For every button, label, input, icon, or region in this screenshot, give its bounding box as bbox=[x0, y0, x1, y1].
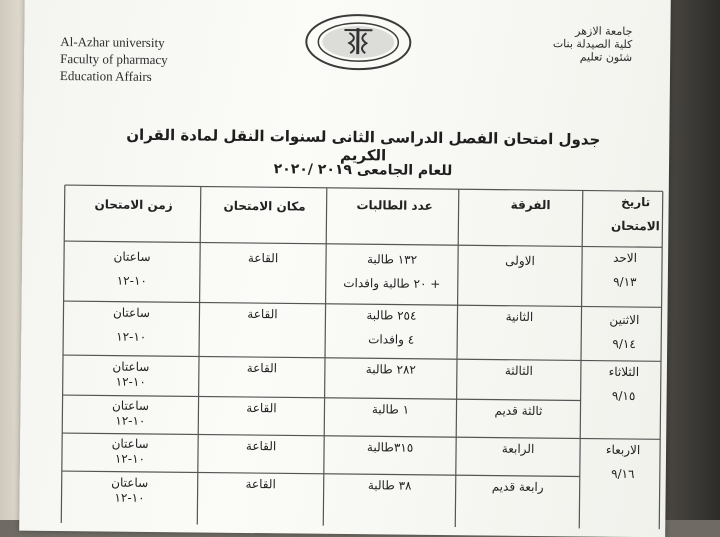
exam-duration: ساعتان bbox=[111, 398, 150, 413]
exam-duration: ساعتان bbox=[113, 249, 151, 264]
schedule-title: جدول امتحان الفصل الدراسى الثانى لسنوات النقل لمادة القران الكريم bbox=[126, 125, 601, 165]
table-row-time bbox=[67, 305, 195, 344]
table-row-level: الاولى bbox=[505, 253, 535, 268]
faculty-name-en: Faculty of pharmacy bbox=[60, 51, 168, 68]
table-row-level: الرابعة bbox=[501, 441, 535, 456]
students-count: ٢٥٤ طالبة bbox=[366, 308, 417, 323]
table-row-place: القاعة bbox=[245, 476, 276, 492]
faculty-name-ar: كلية الصيدلة بنات bbox=[552, 37, 633, 51]
table-row-time bbox=[67, 359, 195, 390]
students-extra: + ٢٠ طالبة وافدات bbox=[343, 275, 441, 291]
table-row-level: الثانية bbox=[505, 309, 534, 324]
exam-hours: ١٠-١٢ bbox=[115, 413, 146, 428]
table-row-students: ٣١٥طالبة bbox=[366, 440, 414, 455]
exam-duration: ساعتان bbox=[112, 359, 150, 374]
document-page bbox=[19, 0, 671, 537]
table-row-time bbox=[66, 398, 194, 429]
exam-hours: ١٠-١٢ bbox=[116, 273, 147, 288]
day-date: ٩/١٥ bbox=[611, 388, 636, 404]
table-row-time bbox=[68, 249, 196, 288]
day-wednesday bbox=[588, 443, 658, 482]
table-row-level: ثالثة قديم bbox=[494, 403, 543, 419]
exam-schedule-table bbox=[59, 183, 667, 529]
table-row-students bbox=[330, 252, 454, 291]
table-row-time bbox=[66, 436, 194, 467]
day-name: الاربعاء bbox=[605, 442, 641, 458]
exam-hours: ١٠-١٢ bbox=[114, 451, 146, 466]
table-row-place: القاعة bbox=[247, 306, 278, 322]
table-row-level: الثالثة bbox=[504, 363, 533, 378]
day-monday bbox=[589, 313, 659, 352]
exam-duration: ساعتان bbox=[111, 475, 149, 490]
table-row-level: رابعة قديم bbox=[491, 479, 544, 495]
students-extra: ٤ وافدات bbox=[368, 332, 415, 347]
university-name-en: Al-Azhar university bbox=[60, 34, 165, 51]
header-date-line1: تاريخ bbox=[621, 194, 651, 210]
faculty-logo bbox=[300, 8, 417, 77]
header-date bbox=[610, 195, 660, 234]
table-row-students: ٢٨٢ طالبة bbox=[365, 362, 417, 377]
day-name: الاحد bbox=[613, 250, 638, 266]
table-row-students: ١ طالبة bbox=[371, 402, 410, 417]
university-name-ar: جامعة الازهر bbox=[575, 24, 633, 38]
day-sunday bbox=[590, 251, 660, 290]
table-row-place: القاعة bbox=[246, 400, 277, 416]
exam-hours: ١٠-١٢ bbox=[116, 329, 147, 344]
header-level: الفرقة bbox=[510, 197, 551, 213]
students-count: ١٣٢ طالبة bbox=[366, 252, 418, 267]
table-row-students: ٣٨ طالبة bbox=[367, 478, 412, 493]
header-time: زمن الامتحان bbox=[94, 197, 173, 213]
table-row-place: القاعة bbox=[245, 438, 277, 454]
arabic-header bbox=[553, 24, 633, 64]
academic-year: للعام الجامعى ٢٠١٩ /٢٠٢٠ bbox=[273, 161, 453, 180]
table-row-time bbox=[65, 475, 193, 506]
exam-duration: ساعتان bbox=[111, 436, 149, 451]
day-date: ٩/١٤ bbox=[612, 336, 636, 352]
day-name: الثلاثاء bbox=[608, 364, 640, 380]
exam-duration: ساعتان bbox=[112, 305, 151, 320]
header-students: عدد الطالبات bbox=[356, 198, 433, 213]
day-date: ٩/١٣ bbox=[613, 274, 637, 290]
table-row-place: القاعة bbox=[247, 250, 279, 266]
exam-hours: ١٠-١٢ bbox=[115, 374, 146, 389]
header-date-line2: الامتحان bbox=[610, 218, 660, 234]
day-tuesday bbox=[589, 365, 659, 404]
table-row-students bbox=[329, 308, 453, 347]
day-name: الاثنين bbox=[609, 312, 640, 328]
day-date: ٩/١٦ bbox=[611, 466, 635, 482]
department-name-en: Education Affairs bbox=[59, 68, 152, 84]
english-header bbox=[60, 33, 168, 85]
table-row-place: القاعة bbox=[246, 360, 278, 376]
header-place: مكان الامتحان bbox=[223, 198, 306, 214]
department-name-ar: شئون تعليم bbox=[579, 50, 633, 64]
exam-hours: ١٠-١٢ bbox=[114, 490, 145, 505]
